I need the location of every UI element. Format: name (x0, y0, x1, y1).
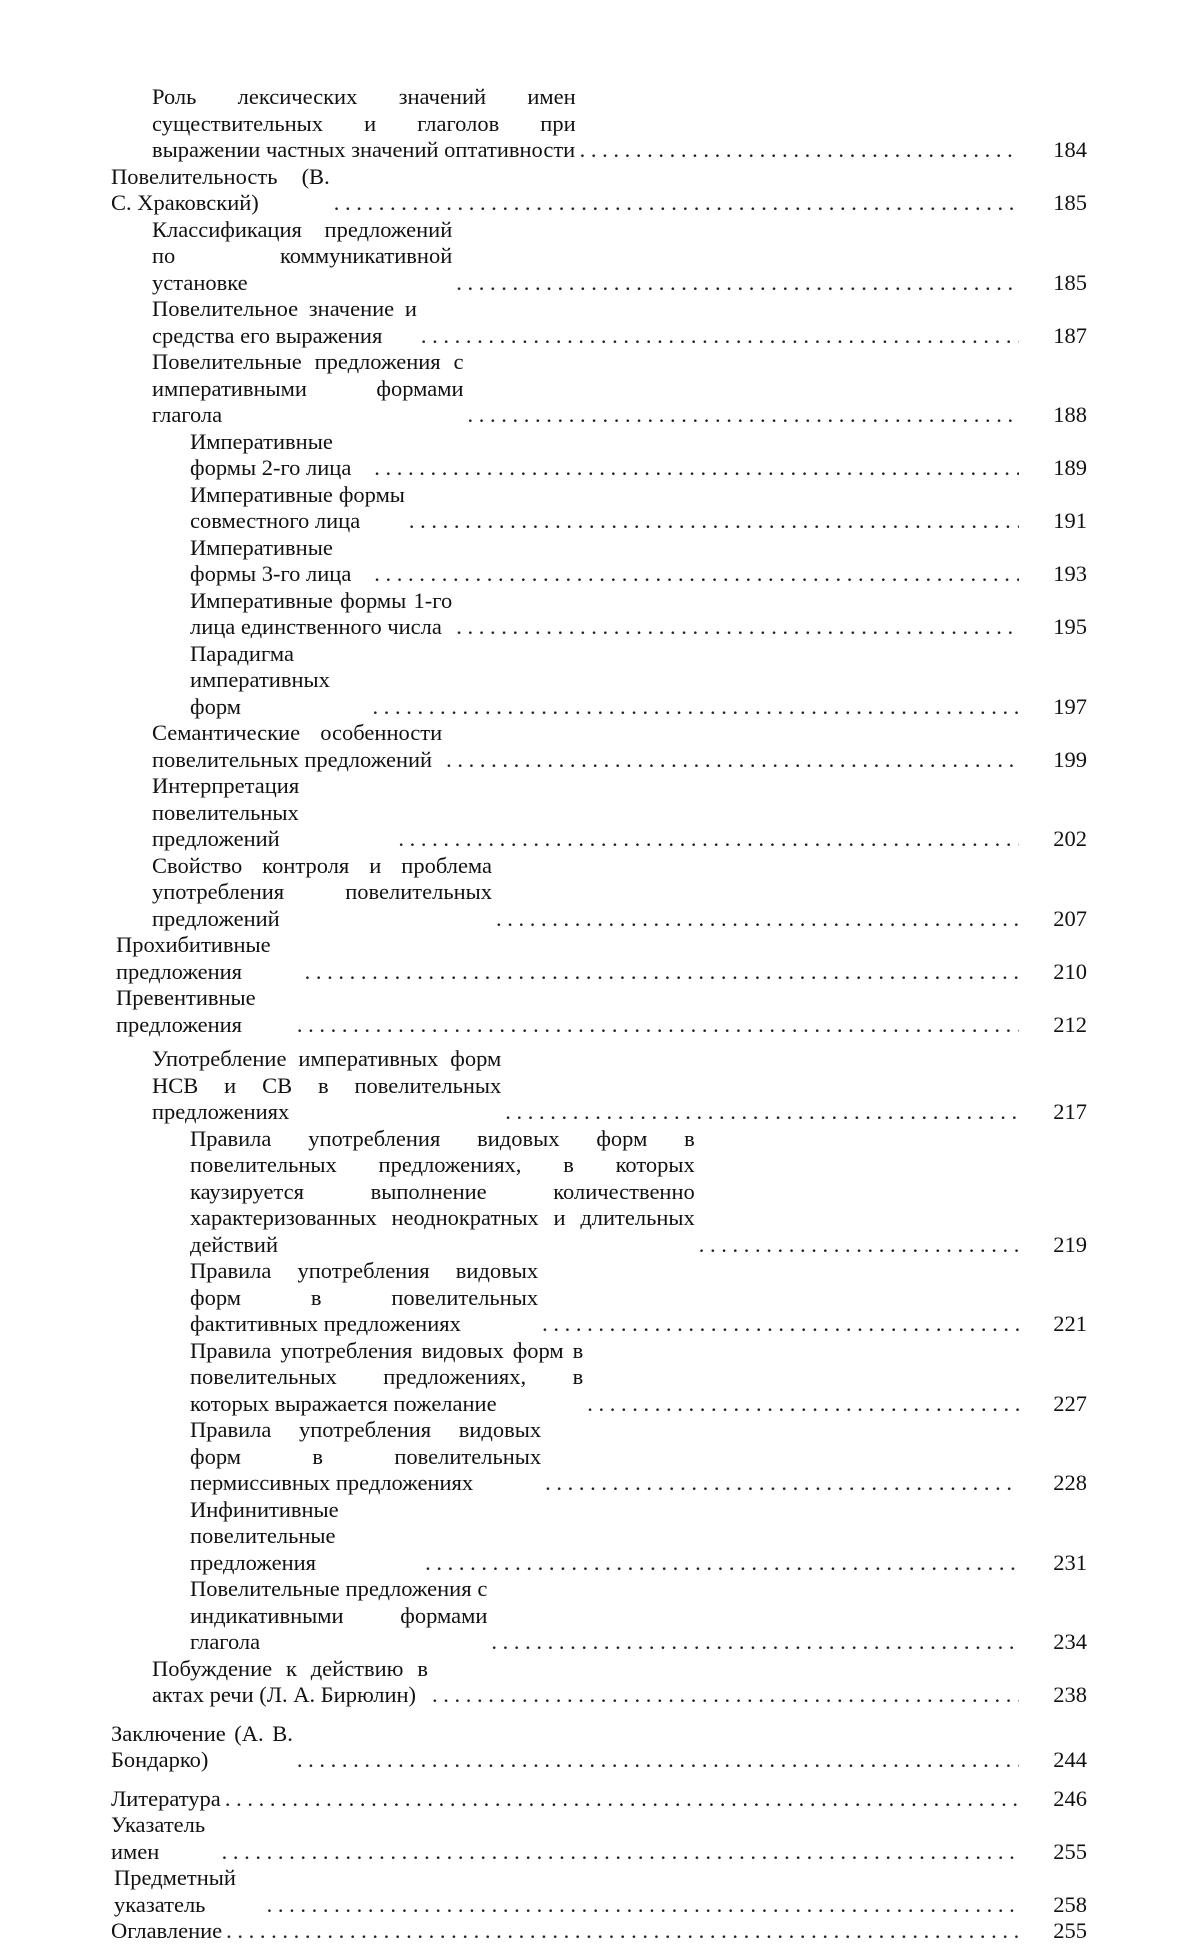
toc-entry-page: 258 (1053, 1891, 1087, 1917)
toc-entry (111, 1338, 1087, 1418)
toc-entry-page: 207 (1053, 905, 1087, 931)
toc-entry (111, 1497, 1087, 1577)
toc-dot-leader (432, 1682, 1019, 1709)
toc-entry (111, 164, 1087, 217)
toc-entry-title: Правила употребления видовых форм в повелительных предложениях, в которых каузируется выполнение количественно характеризованных неоднократных и длительных действий (190, 1125, 695, 1257)
toc-dot-leader (297, 1012, 1019, 1039)
toc-dot-leader (222, 1839, 1019, 1866)
toc-dot-leader (699, 1232, 1019, 1259)
toc-entry-title: Литература (111, 1785, 221, 1811)
toc-entry-title: Императивные формы 3-го лица (190, 534, 352, 586)
toc-entry-title: Повелительное значение и средства его выражения (152, 296, 417, 348)
toc-entry-title: Предметный указатель (114, 1865, 236, 1917)
toc-entry-page: 202 (1053, 826, 1087, 851)
toc-dot-leader (580, 137, 1019, 164)
toc-entry (111, 1721, 1087, 1774)
toc-entry (111, 1656, 1087, 1709)
toc-entry-title: Заключение (А. В. Бондарко) (111, 1720, 293, 1772)
section-gap (111, 1709, 1087, 1721)
toc-entry (111, 296, 1087, 349)
toc-entry-title: Свойство контроля и проблема употребления повелительных предложений (152, 852, 492, 931)
toc-entry (111, 349, 1087, 429)
toc-entry-page: 217 (1053, 1099, 1087, 1124)
toc-entry-title: Употребление императивных форм НСВ и СВ в повелительных предложениях (152, 1046, 502, 1124)
toc-entry-page: 185 (1053, 190, 1087, 215)
toc-entry-page: 221 (1053, 1311, 1087, 1336)
toc-entry-title: Правила употребления видовых форм в повелительных пермиссивных предложениях (190, 1417, 542, 1495)
toc-entry (111, 853, 1087, 933)
toc-entry (111, 773, 1087, 853)
section-gap (111, 1774, 1087, 1786)
toc-entry-page: 227 (1053, 1390, 1087, 1416)
toc-dot-leader (587, 1391, 1019, 1418)
toc-entry (111, 217, 1087, 297)
toc-dot-leader (305, 959, 1019, 986)
toc-entry-title: Прохибитивные предложения (116, 932, 271, 984)
toc-entry-title: Интерпретация повелительных предложений (152, 773, 300, 851)
toc-dot-leader (496, 906, 1019, 933)
toc-entry-title: Инфинитивные повелительные предложения (190, 1496, 339, 1575)
toc-entry (111, 1417, 1087, 1497)
toc-dot-leader (421, 323, 1019, 350)
toc-dot-leader (468, 402, 1019, 429)
toc-entry (111, 482, 1087, 535)
toc-entry (111, 84, 1087, 164)
toc-dot-leader (374, 455, 1019, 482)
toc-dot-leader (225, 1786, 1019, 1813)
toc-entry-title: Правила употребления видовых форм в повелительных фактитивных предложениях (190, 1258, 539, 1336)
toc-entry-title: Парадигма императивных форм (190, 640, 330, 719)
toc-entry-page: 188 (1053, 402, 1087, 427)
toc-entry-title: Повелительность (В. С. Храковский) (111, 163, 330, 215)
toc-entry (111, 932, 1087, 985)
toc-entry-page: 246 (1053, 1785, 1087, 1811)
toc-entry-page: 238 (1053, 1682, 1087, 1707)
toc-entry-page: 199 (1053, 746, 1087, 772)
toc-entry-title: Оглавление (111, 1918, 223, 1943)
toc-entry-page: 219 (1053, 1231, 1087, 1257)
toc-entry-title: Роль лексических значений имен существительных и глаголов при выражении частных значений оптативности (152, 84, 576, 162)
toc-entry-page: 197 (1053, 693, 1087, 719)
toc-dot-leader (226, 1918, 1019, 1945)
toc-entry-page: 231 (1053, 1549, 1087, 1575)
toc-entry (111, 1918, 1087, 1945)
toc-dot-leader (409, 508, 1019, 535)
toc-dot-leader (297, 1747, 1019, 1774)
toc-dot-leader (374, 561, 1019, 588)
toc-dot-leader (398, 826, 1019, 853)
toc-entry-title: Превентивные предложения (116, 985, 256, 1037)
toc-entry (111, 1865, 1087, 1918)
toc-entry (111, 1046, 1087, 1126)
toc-entry (111, 1258, 1087, 1338)
toc-entry-title: Классификация предложений по коммуникативной установке (152, 216, 453, 295)
toc-dot-leader (267, 1892, 1019, 1919)
toc-entry-title: Семантические особенности повелительных предложений (152, 720, 443, 772)
toc-entry-title: Повелительные предложения с императивными формами глагола (152, 349, 464, 427)
toc-entry-page: 234 (1053, 1629, 1087, 1654)
toc-dot-leader (505, 1099, 1019, 1126)
toc-entry-title: Императивные формы 1-го лица единственного числа (190, 587, 453, 639)
table-of-contents (111, 84, 1087, 1945)
toc-dot-leader (446, 747, 1019, 774)
toc-entry-page: 228 (1053, 1470, 1087, 1495)
toc-entry-page: 187 (1053, 322, 1087, 348)
toc-entry-title: Повелительные предложения с индикативными формами глагола (190, 1576, 488, 1654)
toc-entry-page: 185 (1053, 269, 1087, 295)
toc-entry (111, 588, 1087, 641)
toc-entry-title: Императивные формы совместного лица (190, 481, 405, 533)
toc-entry (111, 641, 1087, 721)
toc-entry (111, 1812, 1087, 1865)
toc-entry (111, 1576, 1087, 1656)
toc-entry-page: 193 (1053, 561, 1087, 586)
toc-dot-leader (456, 270, 1019, 297)
toc-dot-leader (545, 1470, 1019, 1497)
toc-entry-page: 191 (1053, 508, 1087, 533)
toc-entry-title: Указатель имен (111, 1812, 206, 1864)
toc-entry (111, 429, 1087, 482)
toc-dot-leader (491, 1629, 1019, 1656)
toc-entry-page: 210 (1053, 958, 1087, 984)
toc-entry-title: Правила употребления видовых форм в повелительных предложениях, в которых выражается пожелание (190, 1337, 584, 1416)
toc-entry-page: 189 (1053, 455, 1087, 480)
toc-entry (111, 985, 1087, 1038)
toc-entry-page: 244 (1053, 1747, 1087, 1772)
toc-entry (111, 1786, 1087, 1813)
toc-dot-leader (425, 1550, 1019, 1577)
toc-entry (111, 1126, 1087, 1259)
toc-entry (111, 535, 1087, 588)
toc-dot-leader (456, 614, 1019, 641)
toc-entry-title: Побуждение к действию в актах речи (Л. А. Бирюлин) (152, 1655, 428, 1707)
toc-entry-page: 212 (1053, 1011, 1087, 1037)
toc-entry-title: Императивные формы 2-го лица (190, 428, 352, 480)
toc-entry (111, 720, 1087, 773)
toc-entry-page: 184 (1053, 137, 1087, 162)
toc-dot-leader (334, 190, 1019, 217)
toc-entry-page: 255 (1053, 1918, 1087, 1943)
toc-dot-leader (542, 1311, 1019, 1338)
toc-dot-leader (373, 694, 1019, 721)
toc-entry-page: 255 (1053, 1838, 1087, 1864)
toc-entry-page: 195 (1053, 614, 1087, 639)
